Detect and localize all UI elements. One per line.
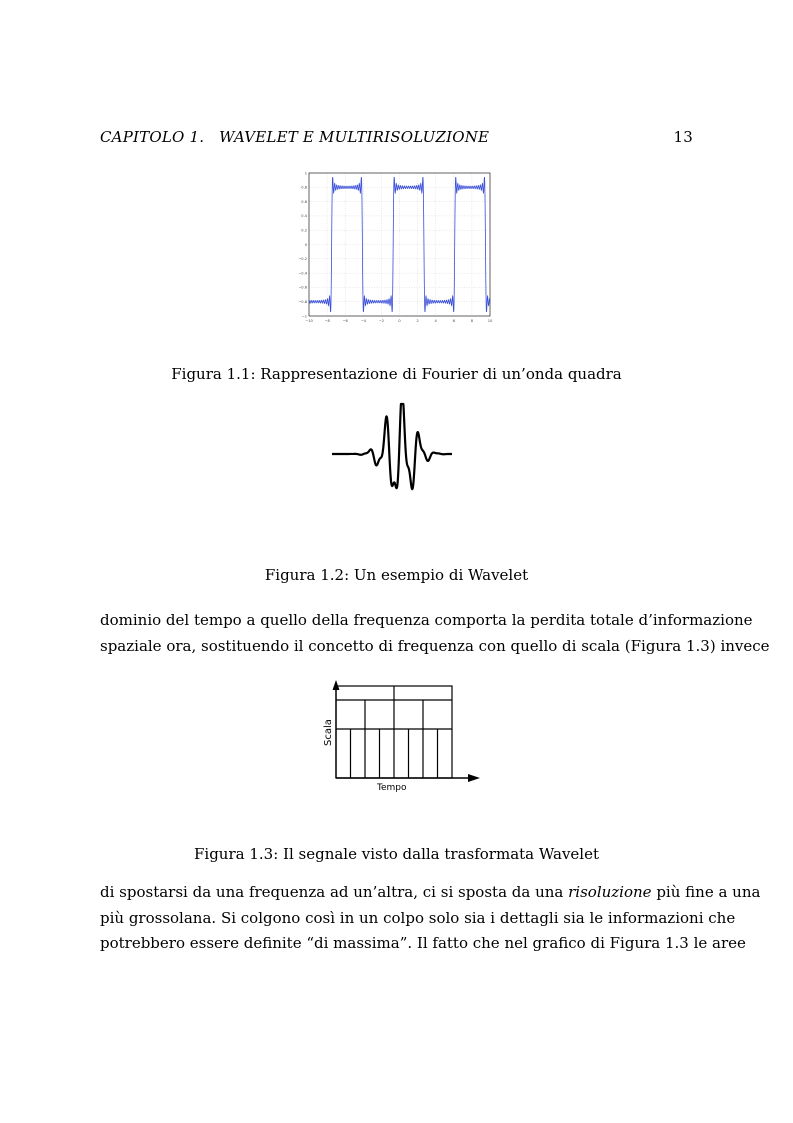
paragraph-1-line-1: dominio del tempo a quello della frequenza comporta la perdita totale d’informazione	[100, 611, 753, 629]
x-tick-label: 4	[434, 319, 437, 323]
y-tick-label: 0.8	[301, 185, 307, 190]
y-tick-label: −1	[301, 314, 307, 319]
chart-grid	[309, 173, 490, 316]
figure-1-3-caption: Figura 1.3: Il segnale visto dalla trasformata Wavelet	[194, 845, 599, 863]
y-tick-label: 0.4	[301, 214, 307, 219]
scale-axis-label: Scala	[323, 719, 334, 746]
x-tick-label: 2	[416, 319, 419, 323]
y-tick-label: −0.6	[298, 285, 307, 290]
y-tick-label: −0.2	[298, 257, 307, 262]
x-tick-label: 6	[452, 319, 455, 323]
time-axis-arrow-icon	[468, 774, 480, 782]
tiling-grid	[336, 686, 452, 778]
y-tick-label: 0.2	[301, 228, 307, 233]
x-tick-label: 8	[470, 319, 474, 323]
time-axis-label: Tempo	[377, 783, 407, 793]
y-tick-label: 0	[304, 242, 307, 247]
paragraph-2-line-1-start: di spostarsi da una frequenza ad un’altra, ci si sposta da una	[100, 883, 569, 901]
x-tick-label: −10	[305, 319, 313, 323]
wavelet-curve	[332, 404, 452, 489]
x-tick-labels	[305, 319, 493, 323]
x-tick-label: 10	[487, 319, 493, 323]
figure-wavelet-example	[330, 400, 455, 520]
x-tick-label: 0	[398, 319, 401, 323]
paragraph-1	[100, 608, 770, 659]
x-tick-label: −2	[378, 319, 385, 323]
y-tick-label: −0.8	[298, 300, 307, 304]
y-tick-label: −0.4	[298, 271, 307, 276]
x-tick-label: −6	[342, 319, 348, 323]
paragraph-2-line-1	[100, 880, 761, 906]
y-tick-label: 1	[304, 171, 307, 176]
x-tick-label: −8	[324, 319, 330, 323]
page-number: 13	[673, 128, 693, 146]
figure-fourier-square-wave	[282, 168, 498, 326]
paragraph-2-line-2: più grossolana. Si colgono così in un colpo solo sia i dettagli sia le informazioni che	[100, 908, 736, 927]
y-tick-label: 0.6	[301, 199, 307, 204]
x-tick-label: −4	[360, 319, 366, 323]
paragraph-2	[100, 880, 761, 957]
figure-1-2-caption: Figura 1.2: Un esempio di Wavelet	[264, 566, 529, 584]
paragraph-1-line-2: spaziale ora, sostituendo il concetto di frequenza con quello di scala (Figura 1.3) invece	[100, 636, 770, 655]
figure-scale-time-tiling	[318, 676, 483, 794]
paragraph-2-line-1-end: più fine a una	[651, 883, 761, 901]
page-header	[100, 128, 693, 148]
y-tick-labels	[298, 171, 307, 318]
figure-1-1-caption: Figura 1.1: Rappresentazione di Fourier di un’onda quadra	[171, 365, 622, 383]
emphasis-risoluzione: risoluzione	[568, 883, 652, 901]
paragraph-2-line-3: potrebbero essere definite “di massima”. Il fatto che nel grafico di Figura 1.3 le aree	[100, 934, 746, 952]
chapter-title: CAPITOLO 1. WAVELET E MULTIRISOLUZIONE	[100, 128, 490, 146]
